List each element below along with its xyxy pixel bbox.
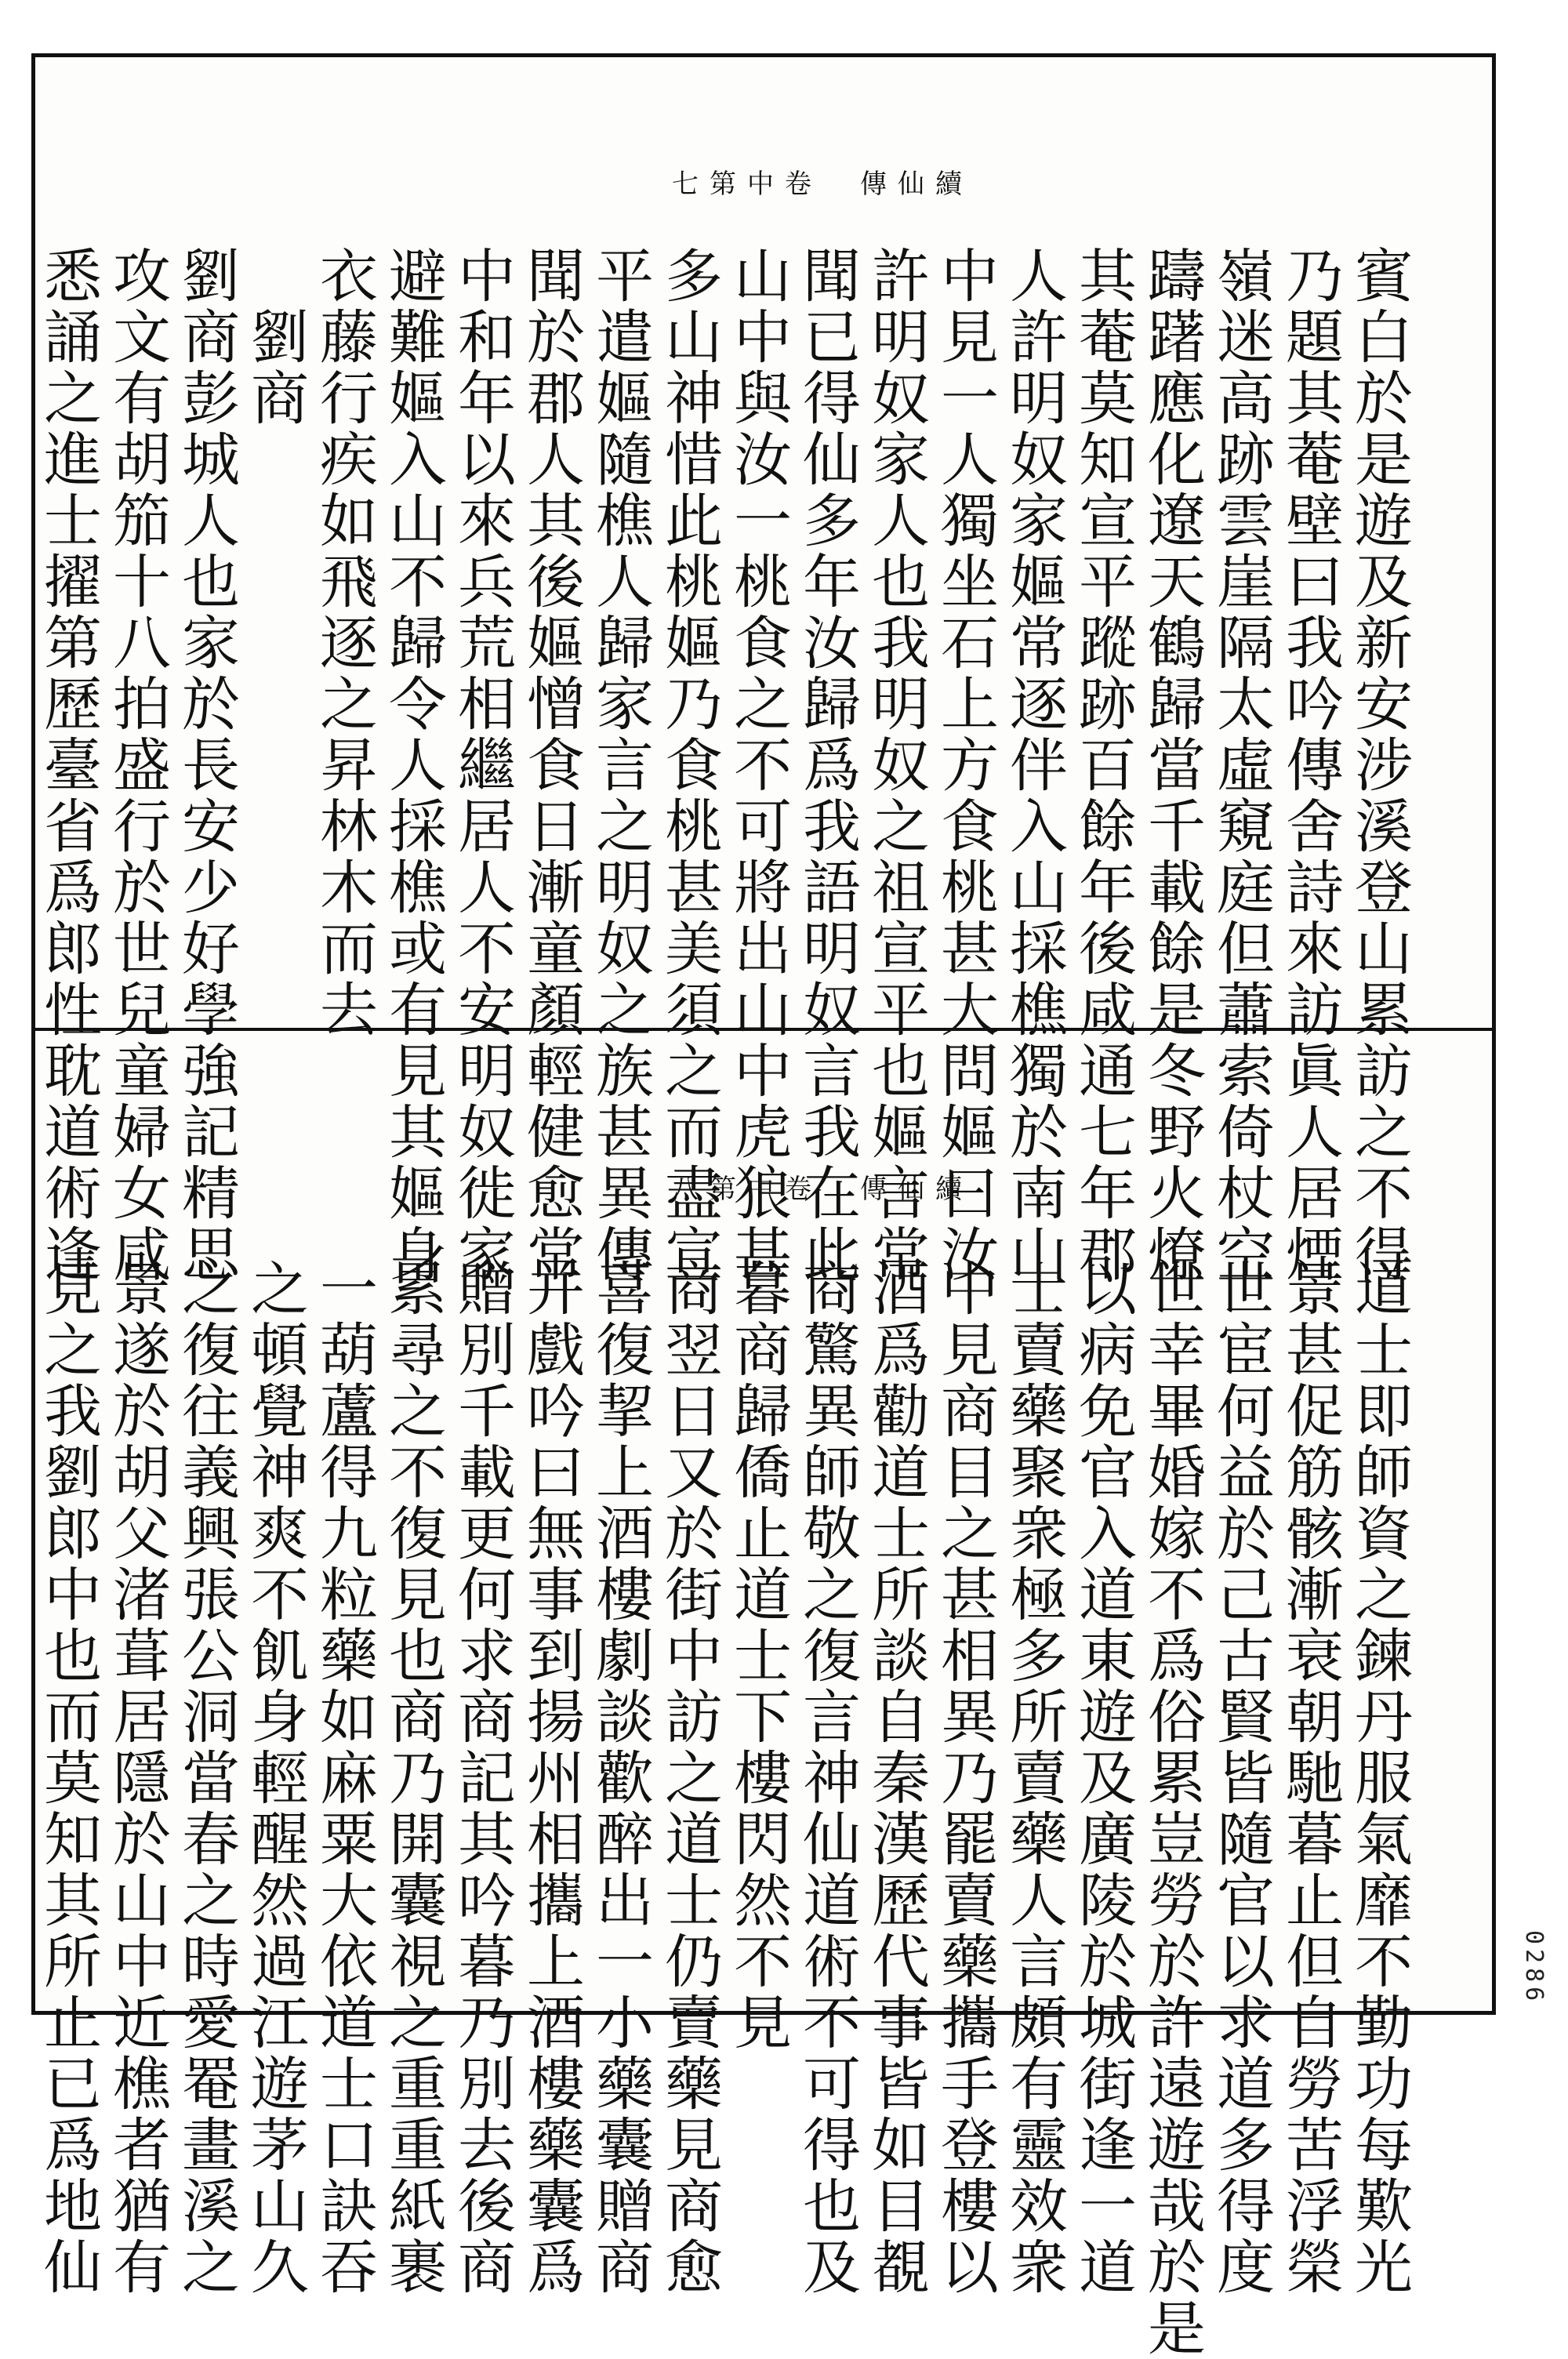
text-column: 許明奴家人也我明奴之祖宣平也嫗言常	[862, 245, 930, 1285]
text-column: 世宦何益於己古賢皆隨官以求道多得度	[1207, 1258, 1275, 2298]
text-column: 多山神惜此桃嫗乃食桃甚美須之而盡宣	[655, 245, 723, 1285]
text-column: 道士即師資之鍊丹服氣靡不勤功每歎光	[1345, 1258, 1413, 2298]
text-column: 中見商目之甚相異乃罷賣藥攜手登樓以	[931, 1258, 999, 2298]
text-column: 人許明奴家嫗常逐伴入山採樵獨於南山	[1000, 245, 1068, 1285]
text-column: 乃題其菴壁曰我吟傳舍詩來訪眞人居煙	[1276, 245, 1344, 1285]
text-column: 之復往義興張公洞當春之時愛罨畫溪之	[172, 1258, 240, 2298]
text-column: 景遂於胡父渚葺居隱於山中近樵者猶有	[103, 1258, 171, 2298]
text-column: 其菴莫知宣平蹤跡百餘年後咸通七年郡	[1069, 245, 1137, 1285]
scanned-sheet	[31, 53, 1496, 2359]
text-column: 以病免官入道東遊及廣陵於城街逢一道	[1069, 1258, 1137, 2298]
text-column: 士賣藥聚衆極多所賣藥人言頗有靈效衆	[1000, 1258, 1068, 2298]
text-column: 聞於郡人其後嫗憎食日漸童顏輕健愈常	[517, 245, 585, 1285]
text-column: 山中與汝一桃食之不可將出山中虎狼甚	[724, 245, 792, 1285]
text-column: 暮商歸僑止道士下樓閃然不見	[724, 1258, 792, 2053]
text-column: 贈別千載更何求商記其吟暮乃別去後商	[448, 1258, 516, 2298]
text-column: 商驚異師敬之復言神仙道術不可得也及	[793, 1258, 861, 2298]
text-column: 聞已得仙多年汝歸爲我語明奴言我在此	[793, 245, 861, 1285]
text-column: 累尋之不復見也商乃開囊視之重重紙裹	[379, 1258, 447, 2298]
text-column: 之頓覺神爽不飢身輕醒然過江遊茅山久	[241, 1258, 309, 2298]
text-column: 嶺迷高跡雲崖隔太虛窺庭但蕭索倚杖空	[1207, 245, 1275, 1285]
text-column: 商翌日又於街中訪之道士仍賣藥見商愈	[655, 1258, 723, 2298]
running-head: 八第中卷 傳仙續	[672, 1174, 973, 1205]
text-column: 景甚促筋骸漸衰朝馳暮止但自勞苦浮榮	[1276, 1258, 1344, 2298]
lower-page	[34, 1028, 1492, 2359]
running-head: 七第中卷 傳仙續	[672, 169, 973, 200]
text-column: 并戲吟曰無事到揚州相攜上酒樓藥囊爲	[517, 1258, 585, 2298]
text-column: 中和年以來兵荒相繼居人不安明奴徙家	[448, 245, 516, 1285]
text-column: 酒爲勸道士所談自秦漢歷代事皆如目覩	[862, 1258, 930, 2298]
text-column: 世幸畢婚嫁不爲俗累豈勞於許遠遊哉於是	[1138, 1258, 1206, 2359]
text-column: 喜復挈上酒樓劇談歡醉出一小藥囊贈商	[586, 1258, 654, 2298]
text-column: 中見一人獨坐石上方食桃甚大問嫗曰汝	[931, 245, 999, 1285]
text-column: 避難嫗入山不歸令人採樵或有見其嫗身	[379, 245, 447, 1285]
folio-number: 0286	[1520, 1929, 1548, 2005]
text-column: 劉商彭城人也家於長安少好學強記精思	[172, 245, 240, 1285]
text-column: 攻文有胡笳十八拍盛行於世兒童婦女咸	[103, 245, 171, 1285]
body-text	[34, 1258, 1414, 2359]
text-column: 平遣嫗隨樵人歸家言之明奴之族甚異傳	[586, 245, 654, 1285]
text-column: 賓白於是遊及新安涉溪登山累訪之不得	[1345, 245, 1413, 1285]
text-column: 衣藤行疾如飛逐之昇林木而去	[310, 245, 378, 1040]
text-column: 見之我劉郎中也而莫知其所止已爲地仙	[34, 1258, 102, 2298]
text-column: 劉商	[241, 245, 309, 429]
text-column: 躊躇應化遼天鶴歸當千載餘是冬野火燎	[1138, 245, 1206, 1285]
text-column: 一葫蘆得九粒藥如麻粟大依道士口訣吞	[310, 1258, 378, 2298]
text-column: 悉誦之進士擢第歷臺省爲郎性耽道術逢	[34, 245, 102, 1285]
